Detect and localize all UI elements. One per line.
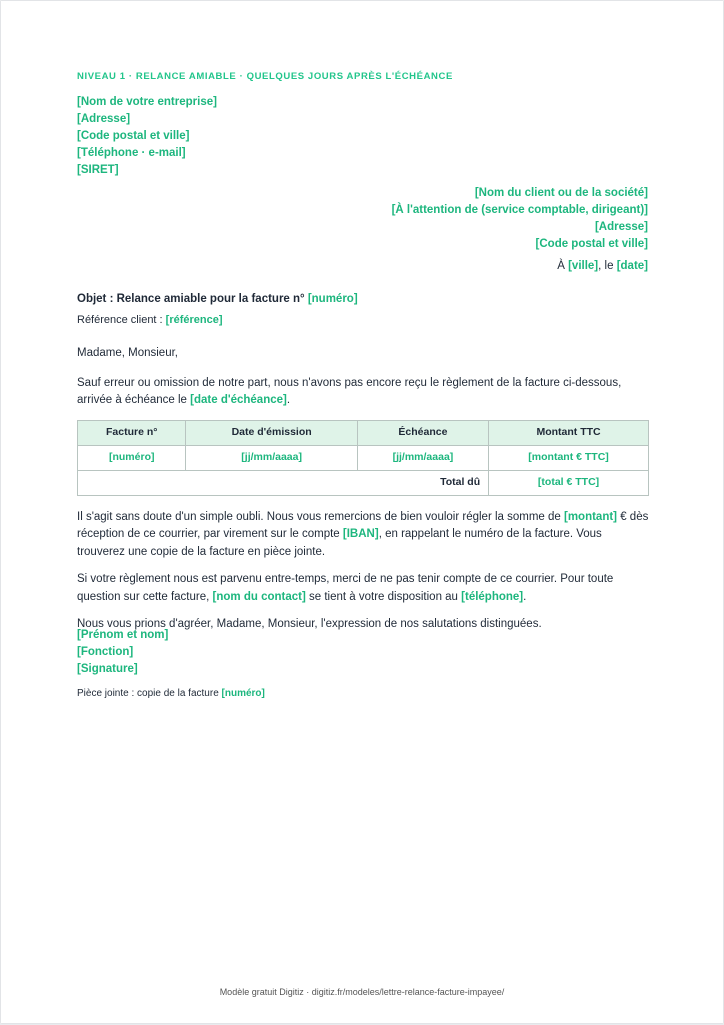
paragraph-contact: [77, 571, 650, 606]
reference-value: [référence]: [165, 314, 223, 326]
signature-block: [77, 627, 168, 678]
place-date-line: [557, 260, 648, 272]
sender-siret: [SIRET]: [77, 164, 119, 176]
due-date-placeholder: [date d'échéance]: [190, 394, 287, 406]
recipient-postal-city: [Code postal et ville]: [535, 238, 648, 250]
attachment-number: [numéro]: [221, 688, 265, 699]
contact-text-b: se tient à votre disposition au: [305, 590, 462, 603]
dateline-date: [date]: [616, 260, 648, 272]
header-invoice-number: Facture n°: [78, 420, 186, 445]
amount-placeholder: [montant]: [564, 510, 618, 523]
subject-text: Objet : Relance amiable pour la facture n°: [77, 293, 308, 305]
table-header-row: [78, 420, 649, 445]
cell-issue-date: [jj/mm/aaaa]: [186, 445, 357, 470]
paragraph-payment-request: [77, 509, 650, 562]
dateline-prefix: À: [557, 260, 569, 272]
sender-company: [Nom de votre entreprise]: [77, 96, 217, 108]
recipient-address: [Adresse]: [594, 221, 648, 233]
recipient-attention: [À l'attention de (service comptable, dirigeant)]: [391, 204, 648, 216]
recipient-name: [Nom du client ou de la société]: [474, 187, 648, 199]
total-label: Total dû: [78, 470, 489, 495]
recipient-block: [392, 185, 648, 253]
sender-block: [77, 94, 217, 179]
invoice-table: [77, 420, 649, 496]
letter-page: [1, 1, 723, 1023]
intro-text: Sauf erreur ou omission de notre part, nous n'avons pas encore reçu le règlement de la facture ci-dessous, arrivée à échéance le: [77, 376, 622, 406]
dateline-middle: , le: [598, 260, 617, 272]
letter-body: [77, 345, 650, 644]
header-due-date: Échéance: [357, 420, 488, 445]
payment-text-a: Il s'agit sans doute d'un simple oubli. Nous vous remercions de bien vouloir régler la somme de: [77, 510, 564, 523]
table-row: [78, 445, 649, 470]
contact-text-a: Si votre règlement nous est parvenu entre-temps, merci de ne pas tenir compte de ce courrier. Pour toute question sur cette facture,: [77, 573, 614, 603]
table-total-row: [78, 470, 649, 495]
subject-line: [77, 293, 358, 305]
signature-role: [Fonction]: [77, 646, 134, 658]
cell-invoice-number: [numéro]: [78, 445, 186, 470]
contact-text-c: .: [523, 590, 527, 603]
signature-name: [Prénom et nom]: [77, 629, 169, 641]
header-issue-date: Date d'émission: [186, 420, 357, 445]
header-amount: Montant TTC: [489, 420, 649, 445]
cell-amount: [montant € TTC]: [489, 445, 649, 470]
subject-number: [numéro]: [307, 293, 358, 305]
attachment-line: [77, 688, 265, 699]
total-value: [total € TTC]: [489, 470, 649, 495]
intro-end: .: [286, 394, 291, 406]
iban-placeholder: [IBAN]: [342, 528, 379, 540]
salutation: Madame, Monsieur,: [77, 347, 178, 359]
dateline-city: [ville]: [568, 260, 599, 272]
level-label: NIVEAU 1 · RELANCE AMIABLE · QUELQUES JOURS APRÈS L'ÉCHÉANCE: [77, 71, 453, 82]
cell-due-date: [jj/mm/aaaa]: [357, 445, 488, 470]
paragraph-intro: [77, 375, 650, 410]
paragraph-closing: Nous vous prions d'agréer, Madame, Monsieur, l'expression de nos salutations distinguées.: [77, 618, 542, 630]
page-footer: Modèle gratuit Digitiz · digitiz.fr/modeles/lettre-relance-facture-impayee/: [219, 987, 505, 997]
sender-address: [Adresse]: [77, 113, 131, 125]
payment-text-c: , en rappelant le numéro de la facture. Vous trouverez une copie de la facture en pièce jointe.: [77, 528, 602, 558]
sender-contact: [Téléphone · e-mail]: [77, 147, 186, 159]
payment-text-b: € dès réception de ce courrier, par virement sur le compte: [77, 510, 649, 540]
attachment-label: Pièce jointe : copie de la facture: [77, 688, 222, 699]
sender-postal-city: [Code postal et ville]: [77, 130, 190, 142]
signature-sign: [Signature]: [77, 663, 138, 675]
reference-label: Référence client :: [77, 314, 166, 326]
phone-placeholder: [téléphone]: [461, 590, 524, 603]
reference-line: [77, 314, 223, 326]
contact-name-placeholder: [nom du contact]: [212, 590, 306, 603]
